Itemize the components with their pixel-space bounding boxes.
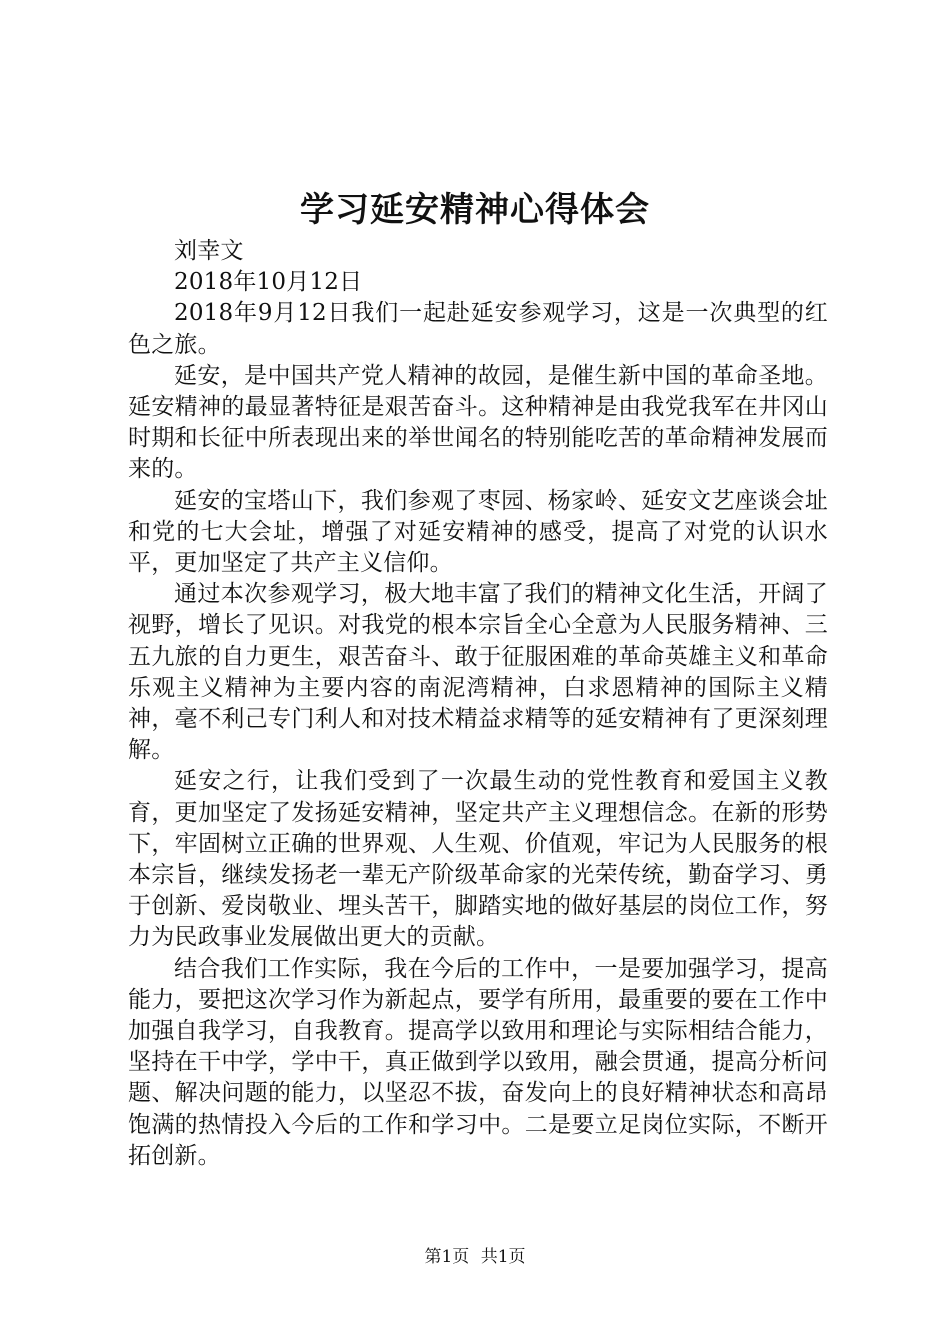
paragraph-6: 结合我们工作实际，我在今后的工作中，一是要加强学习，提高能力，要把这次学习作为新起点，要学有所用，最重要的要在工作中加强自我学习，自我教育。提高学以致用和理论与实际相结合能力，坚持在干中学，学中干，真正做到学以致用，融会贯通，提高分析问题、解决问题的能力，以坚忍不拔，奋发向上的良好精神状态和高昂饱满的热情投入今后的工作和学习中。二是要立足岗位实际，不断开拓创新。 <box>128 955 828 1169</box>
paragraph-1: 2018年9月12日我们一起赴延安参观学习，这是一次典型的红色之旅。 <box>128 300 828 358</box>
document-title: 学习延安精神心得体会 <box>300 190 650 230</box>
paragraph-4: 通过本次参观学习，极大地丰富了我们的精神文化生活，开阔了视野，增长了见识。对我党的根本宗旨全心全意为人民服务精神、三五九旅的自力更生，艰苦奋斗、敢于征服困难的革命英雄主义和革命乐观主义精神为主要内容的南泥湾精神，白求恩精神的国际主义精神，毫不利己专门利人和对技术精益求精等的延安精神有了更深刻理解。 <box>128 581 828 764</box>
paragraph-5: 延安之行，让我们受到了一次最生动的党性教育和爱国主义教育，更加坚定了发扬延安精神，坚定共产主义理想信念。在新的形势下，牢固树立正确的世界观、人生观、价值观，牢记为人民服务的根本宗旨，继续发扬老一辈无产阶级革命家的光荣传统，勤奋学习、勇于创新、爱岗敬业、埋头苦干，脚踏实地的做好基层的岗位工作，努力为民政事业发展做出更大的贡献。 <box>128 768 828 951</box>
document-body <box>128 236 828 1172</box>
paragraph-3: 延安的宝塔山下，我们参观了枣园、杨家岭、延安文艺座谈会址和党的七大会址，增强了对延安精神的感受，提高了对党的认识水平，更加坚定了共产主义信仰。 <box>128 487 828 577</box>
page-footer <box>0 1246 950 1268</box>
date-line: 2018年10月12日 <box>174 269 363 296</box>
page-number-current: 第1页 <box>424 1247 470 1267</box>
paragraph-2: 延安，是中国共产党人精神的故园，是催生新中国的革命圣地。延安精神的最显著特征是艰苦奋斗。这种精神是由我党我军在井冈山时期和长征中所表现出来的举世闻名的特别能吃苦的革命精神发展而来的。 <box>128 362 828 483</box>
page-number-total: 共1页 <box>480 1247 526 1267</box>
author-line: 刘幸文 <box>174 238 244 264</box>
